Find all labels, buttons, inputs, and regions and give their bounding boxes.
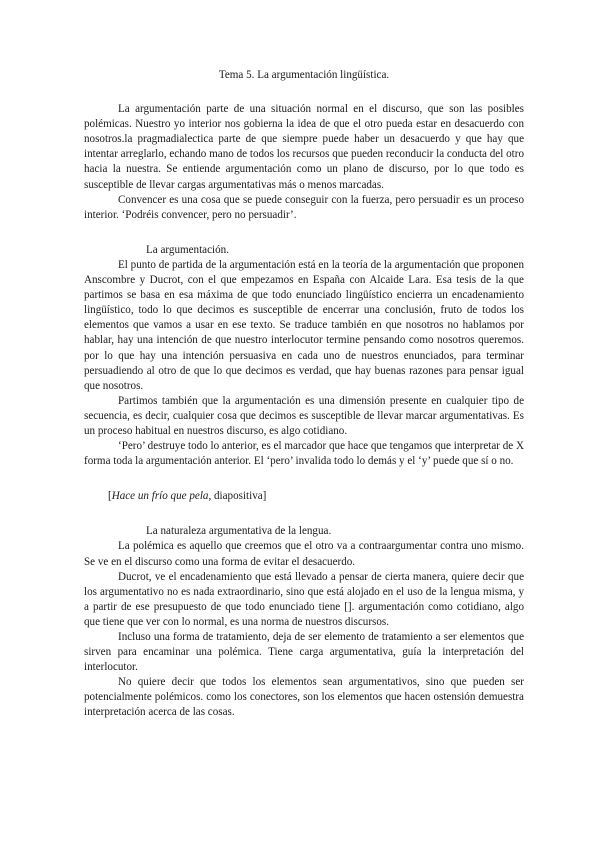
- section-heading: La argumentación.: [146, 243, 229, 256]
- paragraph: El punto de partida de la argumentación está en la teoría de la argumentación que proponen Anscombre y Ducrot, con el que empezamos en España con Alcaide Lara. Esa tesis de la que partimos se basa en esa máxima de que todo enunciado lingüístico encierra un encadenamiento lingüístico, todo lo que decimos es susceptible de encerrar una conclusión, fruto de todos los elementos que vamos a usar en ese texto. Se traduce también en que nosotros no hablamos por hablar, hay una intención de que nuestro interlocutor termine pensando como nosotros queremos. por lo que hay una intención persuasiva en cada uno de nuestros enunciados, para terminar persuadiendo al otro de que lo que decimos es verdad, que hay buenas razones para pensar igual que nosotros.: [84, 258, 524, 392]
- slide-note-open: [: [108, 490, 112, 503]
- slide-note: [84, 489, 524, 504]
- section-heading: La naturaleza argumentativa de la lengua.: [146, 525, 332, 538]
- paragraph: No quiere decir que todos los elementos sean argumentativos, sino que pueden ser potencialmente polémicos. como los conectores, son los elementos que hacen ostensión demuestra interpretación acerca de las cosas.: [84, 676, 524, 719]
- paragraph: Ducrot, ve el encadenamiento que está llevado a pensar de cierta manera, quiere decir que los argumentativo no es nada extraordinario, sino que está alojado en el uso de la lengua misma, y a partir de ese presupuesto de que todo enunciado tiene []. argumentación como cotidiano, algo que tiene que ver con lo normal, es una norma de nuestros discursos.: [84, 570, 524, 628]
- document-page: [84, 68, 524, 721]
- document-title: Tema 5. La argumentación lingüística.: [218, 69, 390, 81]
- paragraph: ‘Pero’ destruye todo lo anterior, es el marcador que hace que tengamos que interpretar de X forma toda la argumentación anterior. El ‘pero’ invalida todo lo demás y el ‘y’ puede que sí o no.: [84, 440, 524, 468]
- paragraph: Incluso una forma de tratamiento, deja de ser elemento de tratamiento a ser elementos que sirven para encaminar una polémica. Tiene carga argumentativa, guía la interpretación del interlocutor.: [84, 631, 524, 674]
- paragraph: La argumentación parte de una situación normal en el discurso, que son las posibles polémicas. Nuestro yo interior nos gobierna la idea de que el otro pueda estar en desacuerdo con nosotros.la pragmadialectica parte de que siempre puede haber un desacuerdo y que hay que intentar arreglarlo, echando mano de todos los recursos que pueden reconducir la conducta del otro hacia la nuestra. Se entiende argumentación como un plano de discurso, por lo que todo es susceptible de llevar cargas argumentativas más o menos marcadas.: [84, 103, 524, 191]
- slide-note-rest: diapositiva]: [211, 490, 267, 503]
- slide-note-italic: Hace un frío que pela,: [111, 490, 212, 503]
- paragraph: Convencer es una cosa que se puede conseguir con la fuerza, pero persuadir es un proceso interior. ‘Podréis convencer, pero no persuadir’.: [84, 193, 524, 221]
- paragraph: La polémica es aquello que creemos que el otro va a contraargumentar contra uno mismo. Se ve en el discurso como una forma de evitar el desacuerdo.: [84, 540, 524, 568]
- paragraph: Partimos también que la argumentación es una dimensión presente en cualquier tipo de secuencia, es decir, cualquier cosa que decimos es susceptible de llevar marcar argumentativas. Es un proceso habitual en nuestros discurso, es algo cotidiano.: [84, 394, 524, 437]
